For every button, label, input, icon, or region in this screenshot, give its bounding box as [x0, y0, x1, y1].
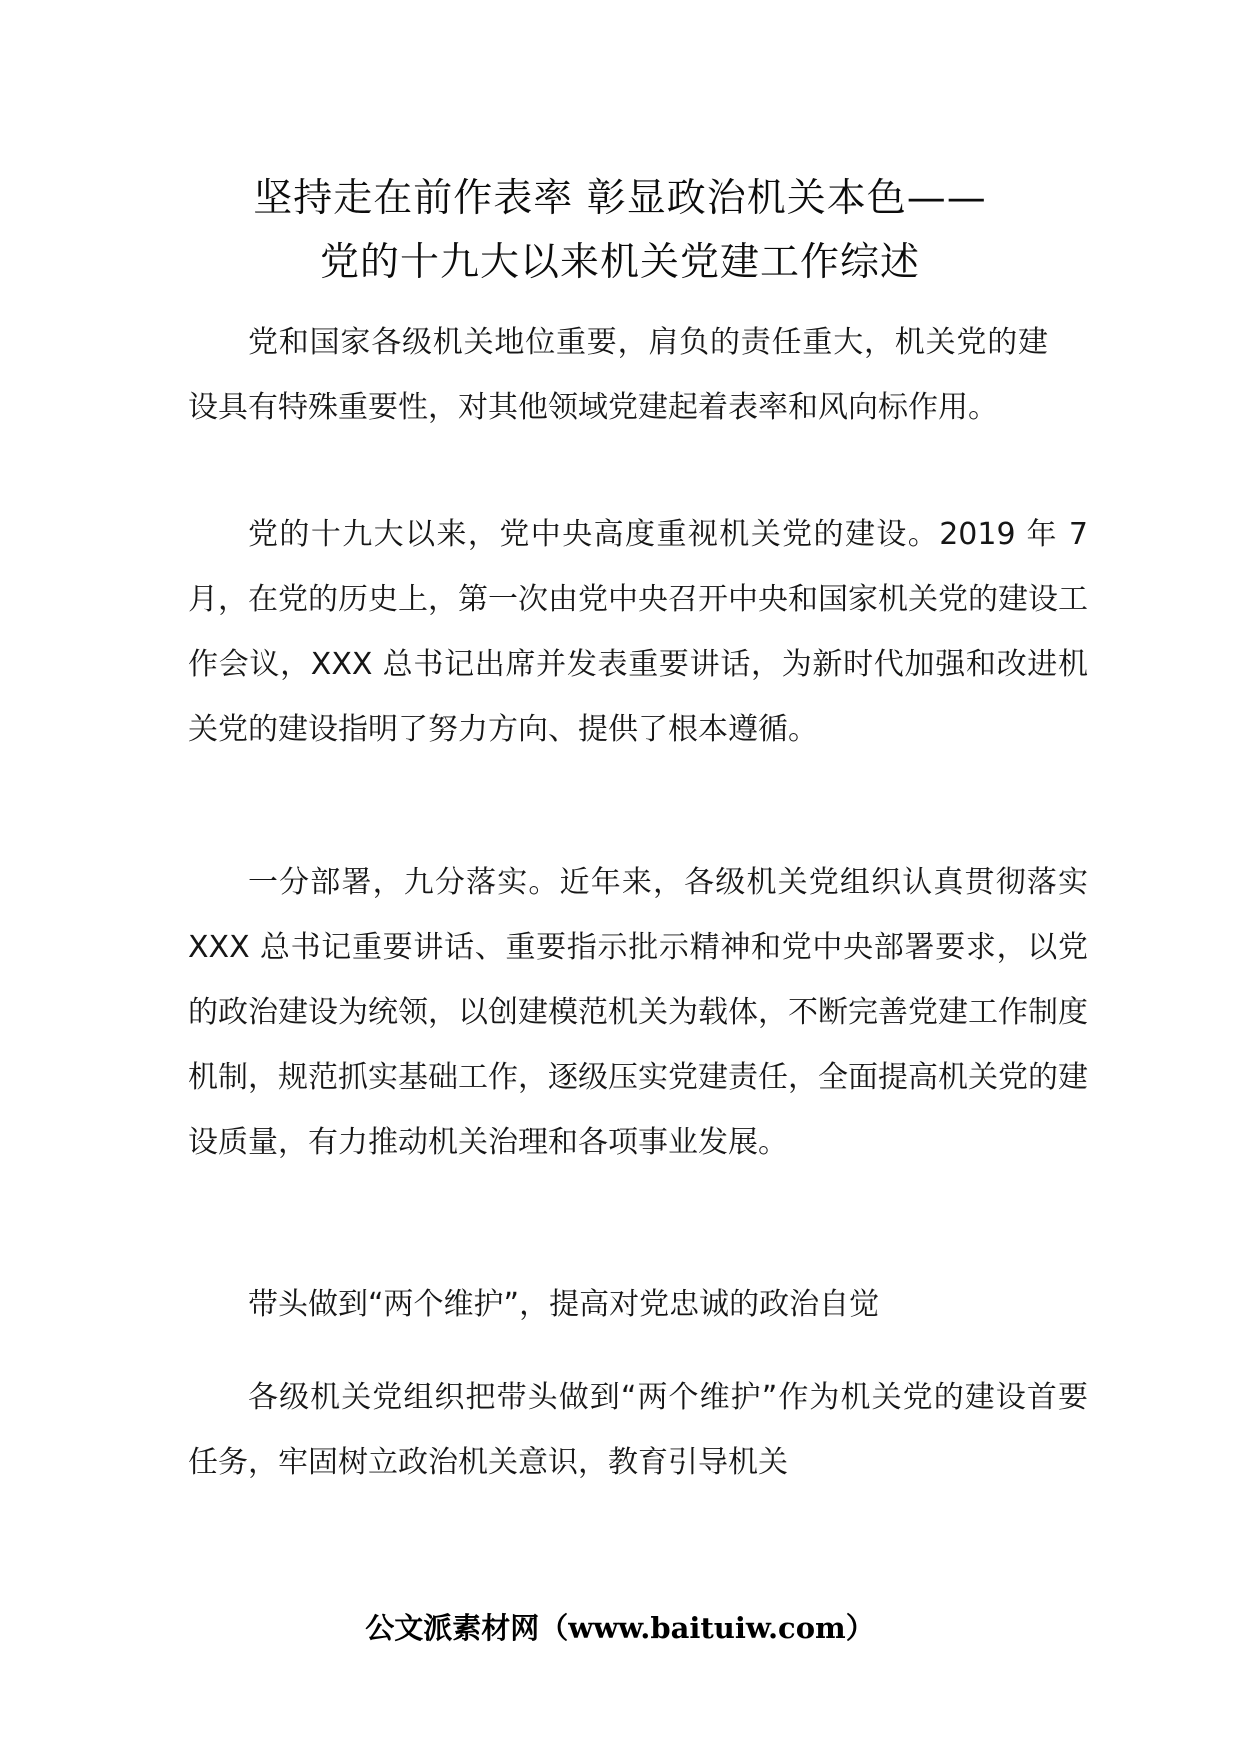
document-title-line-1: 坚持走在前作表率 彰显政治机关本色—— — [253, 176, 987, 221]
section-heading: 带头做到“两个维护”，提高对党忠诚的政治自觉 — [248, 1287, 880, 1322]
document-title-line-2: 党的十九大以来机关党建工作综述 — [319, 240, 920, 285]
footer-watermark: 公文派素材网（www.baituiw.com） — [365, 1611, 875, 1645]
paragraph-3: 一分部署，九分落实。近年来，各级机关党组织认真贯彻落实 XXX 总书记重要讲话、重要指示批示精神和党中央部署要求，以党的政治建设为统领，以创建模范机关为载体，不断完善党建工作制度机制，规范抓实基础工作，逐级压实党建责任，全面提高机关党的建设质量，有力推动机关治理和各项事业发展。 — [188, 865, 1088, 1160]
paragraph-2: 党的十九大以来，党中央高度重视机关党的建设。2019 年 7 月，在党的历史上，第一次由党中央召开中央和国家机关党的建设工作会议，XXX 总书记出席并发表重要讲话，为新时代加强和改进机关党的建设指明了努力方向、提供了根本遵循。 — [188, 517, 1088, 747]
paragraph-4: 各级机关党组织把带头做到“两个维护”作为机关党的建设首要任务，牢固树立政治机关意识，教育引导机关 — [188, 1380, 1088, 1480]
paragraph-1: 党和国家各级机关地位重要，肩负的责任重大，机关党的建设具有特殊重要性，对其他领域党建起着表率和风向标作用。 — [188, 325, 1048, 425]
